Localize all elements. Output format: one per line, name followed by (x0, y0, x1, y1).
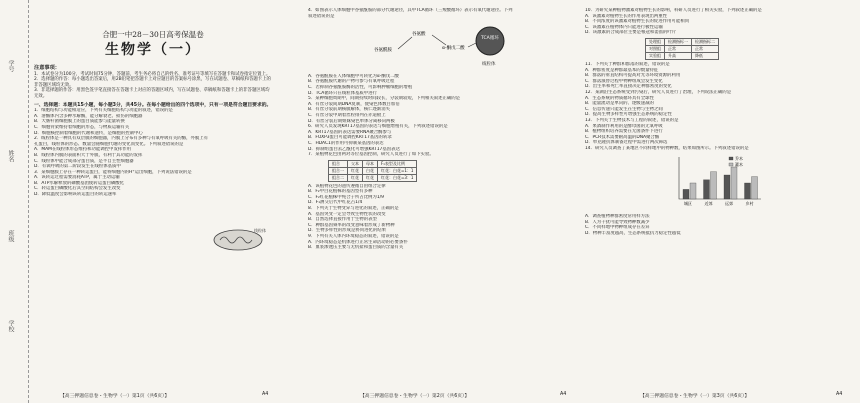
text-line: B．线粒体内膜的表面积大于外膜，有利于其功能的发挥 (34, 152, 143, 158)
figure-label: 线粒体 (254, 228, 266, 233)
text-line: 孔蛋白，线粒体的形态、数量会随细胞代谢的变化而变化。下列叙述错误的是 (34, 141, 184, 147)
page-1-column (34, 8, 272, 388)
text-line: C．信息传递只能发生在生物与生物之间 (585, 106, 663, 112)
text-line: C．PCR技术需要耐高温的DNA聚合酶 (585, 134, 660, 140)
text-line: C．细胞骨架维持着细胞的形态，与物质运输有关 (34, 124, 130, 130)
svg-text:线粒体: 线粒体 (482, 62, 496, 68)
text-line: 8．下列关于生物变异与进化的叙述，正确的是 (308, 206, 399, 212)
page-2-column (308, 8, 568, 388)
notice-item: 2．选择题的作答：每小题选出答案后，用2B铅笔把答题卡上对应题目的答案标号涂黑，写在试题卷、草稿纸和答题卡上的非答题区域均无效。 (34, 77, 271, 88)
text-line: D．该激素的合成部位主要是根冠和萎蔫的叶片 (585, 30, 677, 36)
text-line: D．F₁测交后代中红花占1/4 (308, 200, 363, 206)
text-line: 13．下列关于生物技术与工程的叙述，错误的是 (585, 117, 679, 123)
question-text (585, 8, 847, 36)
text-line: C．不同样地中物种组成存在差异 (585, 225, 650, 231)
margin-label: 姓名 (7, 150, 14, 162)
text-line: 7．某植物花色由两对等位基因控制，研究人员进行了如下实验。 (308, 152, 434, 158)
text-line: C．种群基因频率的改变意味着形成了新物种 (308, 222, 395, 228)
chart-bar (690, 183, 696, 199)
text-line: B．F₂中白花植株的基因型有多种 (308, 189, 373, 195)
text-line: D．细胞核控制着细胞的代谢和遗传，是细胞的控制中心 (34, 130, 143, 136)
text-line: B．大肠杆菌细胞膜上的蛋白质能参与能量转换 (34, 119, 125, 125)
chart-tick-label: 乡村 (745, 201, 754, 207)
text-line: 12．某湖泊生态系统受到污染后，研究人员进行了治理，下列说法正确的是 (585, 89, 732, 95)
question-text (308, 184, 568, 251)
text-line: 14．研究人员调查了某地区不同样地中的物种数，结果如图所示。下列叙述错误的是 (585, 145, 749, 151)
notice-item: 1．本试卷分为100分，考试时间75分钟，答题前，考生务必将自己的姓名、准考证号等填写在答题卡和试卷指定位置上。 (34, 71, 271, 77)
page-code: A4 (836, 392, 843, 397)
chart-tick-label: 近郊 (704, 201, 713, 207)
text-line: C．线粒体中能合成部分蛋白质，是半自主性细胞器 (34, 158, 134, 164)
exam-title: 合肥一中28－30日高考保温卷 (102, 30, 204, 39)
notice-heading: 注意事项： (34, 65, 60, 71)
text-line: 5．某种细胞周期中，间期持续时间较长，分裂期较短，下列相关叙述正确的是 (308, 96, 461, 102)
question-text (308, 74, 568, 158)
question-text (34, 108, 272, 198)
text-line: B．不同浓度的该激素对植物生长的促进作用可能相同 (585, 19, 689, 25)
text-line: C．HDAC1的作用可抑制某基因的表达 (308, 140, 384, 146)
text-line: 叙述错误的是 (308, 13, 335, 19)
text-line: 2．线粒体是一种具有双层膜的细胞器，内膜上分布有多种与有氧呼吸有关的酶，外膜上有 (34, 136, 209, 142)
text-line: 6．研究人员发现KRT17基因的表达与细胞增殖有关，下列叙述错误的是 (308, 124, 448, 130)
text-line: C．该激素在植物体内只能进行极性运输 (585, 24, 663, 30)
text-line: A．该转运过程需要消耗ATP，属于主动运输 (34, 175, 120, 181)
text-line: B．血浆渗透压主要与无机盐和蛋白质的含量有关 (308, 245, 404, 251)
chart-bar (745, 183, 751, 199)
text-line: A．调查植物种群密度常用样方法 (585, 214, 650, 220)
text-line: A．溶酶体内含多种水解酶，能分解衰老、损伤的细胞器 (34, 113, 143, 119)
text-line: 9．下列有关人体内环境稳态的叙述，错误的是 (308, 234, 399, 240)
chart-bar (752, 177, 758, 199)
text-line: A．生态系统的物质循环具有全球性 (585, 95, 654, 101)
metabolism-diagram (368, 19, 518, 71)
text-line: 3．某细胞膜上存在一种转运蛋白，能将细胞内的H⁺运出细胞，下列说法错误的是 (34, 169, 192, 175)
legend-swatch (729, 157, 733, 160)
text-line: D．降低温度会影响该转运蛋白的转运速率 (34, 192, 117, 198)
text-line: C．群落演替过程中物种组成会发生变化 (585, 78, 663, 84)
text-line: 1．细胞结构与功能相适应，下列有关细胞结构与功能的叙述，错误的是 (34, 108, 173, 114)
text-line: C．有丝分裂中期着丝粒排列在赤道板上 (308, 112, 386, 118)
legend-label: 灌木 (735, 162, 743, 168)
page-footer: 【高三押题信息卷・生物学（一）第3页（共6页）】 (640, 394, 750, 399)
text-line: D．有丝分裂后期姐妹染色单体分离移向两极 (308, 118, 395, 124)
text-line: D．出生率和死亡率直接决定种群密度的变化 (585, 84, 672, 90)
text-line: B．能量流动是单向的、逐级递减的 (585, 101, 654, 107)
svg-text:TCA循环: TCA循环 (481, 36, 499, 42)
text-line: A．该植物花色的遗传遵循自由组合定律 (308, 183, 386, 189)
section-heading: 一、选择题：本题共15小题，每小题3分，共45分。在每小题给出的四个选项中，只有一项是符合题目要求的。 (34, 102, 272, 108)
text-line: C．转运蛋白磷酸化后其空间结构会发生改变 (34, 186, 121, 192)
question-text (308, 8, 568, 19)
text-line: B．有丝分裂前期核膜解体，核仁逐渐消失 (308, 107, 391, 113)
text-line: 4．如图表示人体细胞中谷氨酰胺的部分代谢途径，其中TCA循环（三羧酸循环）表示有氧代谢途径。下列 (308, 8, 513, 13)
text-line: B．人为干扰可能导致物种数减少 (585, 219, 650, 225)
text-line: A．种群密度是种群最基本的数量特征 (585, 67, 659, 73)
text-line: 11．下列关于种群和群落的叙述，错误的是 (585, 61, 670, 67)
margin-label: 班级 (7, 230, 14, 242)
species-bar-chart (665, 153, 765, 209)
chart-bar (704, 180, 710, 199)
text-line: B．谷氨酰胺代谢的产物可参与有氧呼吸过程 (308, 79, 395, 85)
text-line: B．FOXP3蛋白可能调控KRT17基因的转录 (308, 135, 392, 141)
text-line: B．群落的垂直结构可提高对光等环境资源的利用 (585, 73, 681, 79)
text-line: B．自然选择直接作用于生物的表型 (308, 217, 377, 223)
text-line: A．基因突变一定会导致生物性状的改变 (308, 211, 386, 217)
text-line: D．物种丰富度越高，生态系统抵抗力稳定性越低 (585, 230, 681, 236)
legend-label: 乔木 (735, 156, 743, 162)
margin-label: 学号 (7, 60, 14, 72)
text-line: B．ATP水解释放的磷酸基团使转运蛋白磷酸化 (34, 180, 125, 186)
page-footer: 【高三押题信息卷・生物学（一）第1页（共6页）】 (60, 394, 170, 399)
text-line: A．有丝分裂间期DNA复制，使染色体数目加倍 (308, 101, 400, 107)
svg-text:谷氨酸: 谷氨酸 (412, 32, 426, 38)
subject-title: 生物学（一） (105, 42, 201, 58)
cross-table: 组合 父本 母本 F₁表型及比例 组合一 红花 白花 红花：白花=1：1 组合二 红花 红花 红花：白花=3：1 (328, 160, 417, 182)
text-line: A．谷氨酰胺在人体细胞中可转化为α-酮戊二酸 (308, 73, 399, 79)
question-text (585, 214, 847, 236)
experiment-table: 处理组 检测指标一 检测指标二 对照组 正常 正常 实验组 升高 降低 (645, 38, 719, 60)
page-code: A4 (560, 392, 567, 397)
page-code: A4 (262, 392, 269, 397)
svg-text:α-酮戊二酸: α-酮戊二酸 (442, 46, 465, 52)
text-line: A．MAM在线粒体形态维持和功能调控中发挥作用 (34, 147, 132, 153)
text-line: D．TCA循环只在线粒体基质中进行 (308, 90, 377, 96)
chart-bar (683, 190, 689, 200)
text-line: 10．为研究某种植物激素对植物生长的影响，科研人员进行了相关实验，下列叙述正确的是 (585, 8, 762, 13)
text-line: C．若抑制谷氨酰胺酶的活性，可影响肿瘤细胞的增殖 (308, 84, 413, 90)
notice-item: 3．非选择题的作答：用黑色签字笔直接答在答题卡上对应的答题区域内，写在试题卷、草稿纸和答题卡上的非答题区域均无效。 (34, 88, 270, 99)
chart-bar (724, 175, 730, 199)
text-line: A．KRT17基因的表达需要RNA聚合酶参与 (308, 129, 392, 135)
mitochondria-figure (210, 226, 270, 254)
text-line: D．抑制组蛋白去乙酰化可增强KRT17基因表达 (308, 146, 400, 152)
chart-bar (731, 167, 737, 199)
chart-tick-label: 远郊 (725, 201, 733, 207)
text-line: D．单克隆抗体制备过程中需进行两次筛选 (585, 140, 668, 146)
margin-label: 学校 (7, 320, 14, 332)
binding-margin (0, 0, 29, 403)
chart-bar (711, 172, 717, 199)
text-line: D．提高生物多样性可增强生态系统的稳定性 (585, 112, 672, 118)
text-line: A．果酒制作利用的是酵母菌的无氧呼吸 (585, 123, 663, 129)
text-line: A．内环境稳态是机体进行正常生命活动的必要条件 (308, 239, 408, 245)
chart-tick-label: 城区 (684, 201, 692, 207)
text-line: C．F₂红花植株中纯合子所占比例为1/9 (308, 194, 384, 200)
legend-swatch (729, 163, 733, 166)
text-line: D．生物多样性的形成是协同进化的结果 (308, 228, 387, 234)
page-footer: 【高三押题信息卷・生物学（一）第2页（共6页）】 (360, 394, 470, 399)
text-line: A．该激素对植物生长的作用表现出两重性 (585, 13, 668, 19)
svg-text:谷氨酰胺: 谷氨酰胺 (374, 48, 392, 54)
page-3-column (585, 8, 847, 388)
text-line: B．植物组织培养需要在无菌条件下进行 (585, 129, 663, 135)
text-line: D．有氧呼吸的第二阶段发生在线粒体基质中 (34, 164, 121, 170)
question-text (585, 62, 847, 152)
